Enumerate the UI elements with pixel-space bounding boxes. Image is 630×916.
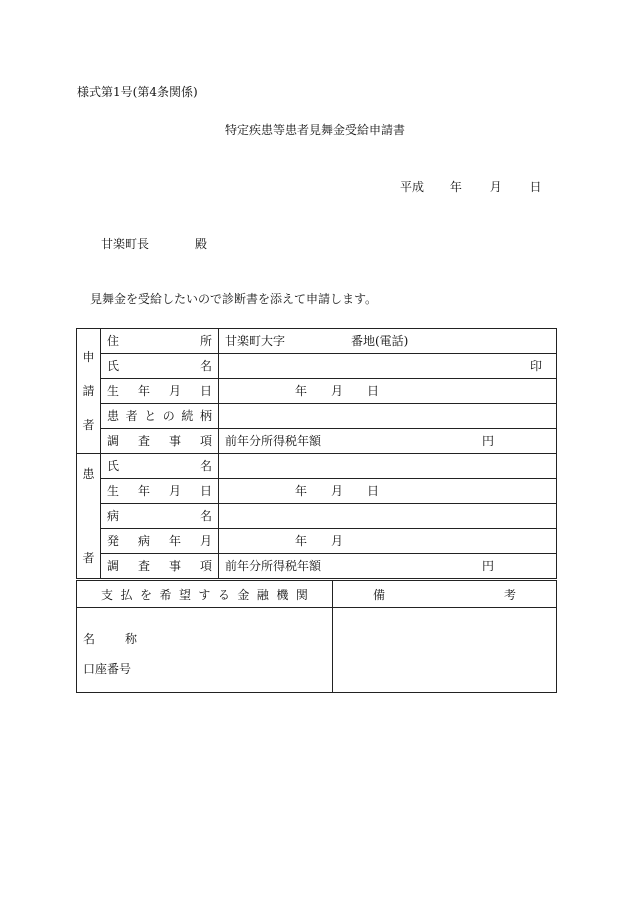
table-row: [77, 454, 557, 479]
intro-text: 見舞金を受給したいので診断書を添えて申請します。: [90, 292, 378, 306]
address-prefix: 甘楽町大字: [225, 334, 286, 348]
applicant-address-field[interactable]: [219, 329, 557, 354]
form-number: 様式第1号(第4条関係): [77, 85, 198, 99]
table-row: [77, 379, 557, 404]
patient-tax-field[interactable]: [219, 554, 557, 579]
addressee: [101, 238, 207, 250]
yen-unit: 円: [481, 434, 494, 448]
document-title: 特定疾患等患者見舞金受給申請書: [224, 123, 405, 137]
applicant-group-label: 申 請 者: [77, 329, 101, 454]
patient-birthdate-field[interactable]: 年 月 日: [219, 479, 557, 504]
applicant-birthdate-label: 生 年 月 日: [101, 379, 219, 404]
patient-group-label: 患 者: [77, 454, 101, 579]
tax-label: 前年分所得税年額: [225, 434, 322, 448]
account-number-label: 口座番号: [83, 662, 132, 676]
patient-survey-label: 調 査 事 項: [101, 554, 219, 579]
table-row: [77, 429, 557, 454]
date-year: 年: [449, 180, 462, 194]
remarks-heading: 備 考: [333, 581, 557, 608]
patient-name-label: 氏 名: [101, 454, 219, 479]
table-row: [77, 404, 557, 429]
seal-mark: 印: [529, 359, 542, 373]
patient-disease-label: 病 名: [101, 504, 219, 529]
date-day: 日: [529, 180, 542, 194]
applicant-name-field[interactable]: [219, 354, 557, 379]
date-line: [400, 181, 542, 193]
patient-birthdate-label: 生 年 月 日: [101, 479, 219, 504]
bank-info-field[interactable]: [77, 608, 333, 693]
applicant-relationship-label: 患 者 と の 続 柄: [101, 404, 219, 429]
table-row: [77, 554, 557, 579]
table-row: [77, 504, 557, 529]
patient-name-field[interactable]: [219, 454, 557, 479]
patient-onset-label: 発 病 年 月: [101, 529, 219, 554]
table-row: [77, 479, 557, 504]
patient-onset-field[interactable]: 年 月: [219, 529, 557, 554]
addressee-name: 甘楽町長: [101, 237, 150, 251]
yen-unit: 円: [481, 559, 494, 573]
table-row: [77, 329, 557, 354]
bank-heading: 支 払 を 希 望 す る 金 融 機 関: [77, 581, 333, 608]
applicant-birthdate-field[interactable]: 年 月 日: [219, 379, 557, 404]
address-suffix: 番地(電話): [351, 334, 409, 348]
bank-name-label: 名 称: [83, 632, 138, 646]
applicant-survey-label: 調 査 事 項: [101, 429, 219, 454]
application-table: [76, 328, 557, 579]
patient-disease-field[interactable]: [219, 504, 557, 529]
table-row: [77, 529, 557, 554]
applicant-name-label: 氏 名: [101, 354, 219, 379]
applicant-tax-field[interactable]: [219, 429, 557, 454]
applicant-relationship-field[interactable]: [219, 404, 557, 429]
table-row: [77, 354, 557, 379]
date-month: 月: [489, 180, 502, 194]
applicant-address-label: 住 所: [101, 329, 219, 354]
bank-remarks-table: [76, 580, 557, 693]
date-era: 平成: [400, 180, 425, 194]
remarks-field[interactable]: [333, 608, 557, 693]
addressee-honorific: 殿: [195, 237, 208, 251]
tax-label: 前年分所得税年額: [225, 559, 322, 573]
